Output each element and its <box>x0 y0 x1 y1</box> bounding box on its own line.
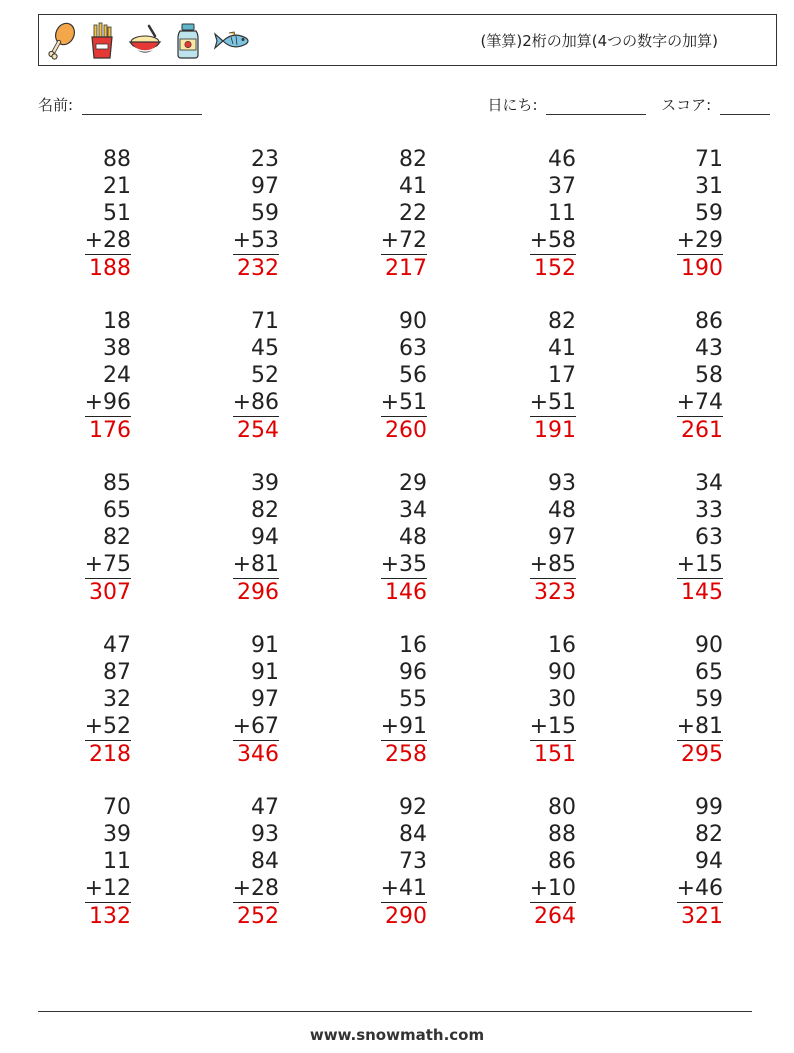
addend: 39 <box>251 471 279 496</box>
addend: 46 <box>548 147 576 172</box>
addend: 82 <box>548 309 576 334</box>
addend: 21 <box>103 174 131 199</box>
addend: 85 <box>103 471 131 496</box>
score-label: スコア: <box>661 96 712 114</box>
addend: 52 <box>251 363 279 388</box>
addend: 47 <box>251 795 279 820</box>
answer: 295 <box>681 742 723 767</box>
addend-with-plus: +28 <box>84 228 131 253</box>
addition-problem <box>367 470 427 606</box>
addend-with-plus: +12 <box>84 876 131 901</box>
footer-site: www.snowmath.com <box>309 1026 485 1044</box>
answer: 252 <box>237 904 279 929</box>
answer: 260 <box>385 418 427 443</box>
addend-with-plus: +51 <box>529 390 576 415</box>
answer: 188 <box>89 256 131 281</box>
addend: 58 <box>695 363 723 388</box>
addend-with-plus: +74 <box>676 390 723 415</box>
addend-with-plus: +58 <box>529 228 576 253</box>
addend: 92 <box>399 795 427 820</box>
fish-icon <box>213 22 253 60</box>
addend: 24 <box>103 363 131 388</box>
addend: 41 <box>548 336 576 361</box>
addend-with-plus: +96 <box>84 390 131 415</box>
addend-with-plus: +10 <box>529 876 576 901</box>
addend-with-plus: +41 <box>380 876 427 901</box>
header-icons <box>47 21 253 61</box>
addend-with-plus: +15 <box>529 714 576 739</box>
answer: 190 <box>681 256 723 281</box>
addition-problem <box>367 146 427 282</box>
jam-jar-icon <box>173 22 203 60</box>
addition-problem <box>663 308 723 444</box>
addend: 45 <box>251 336 279 361</box>
addend: 22 <box>399 201 427 226</box>
answer: 323 <box>534 580 576 605</box>
addend: 97 <box>548 525 576 550</box>
addend-with-plus: +81 <box>676 714 723 739</box>
addend: 41 <box>399 174 427 199</box>
addend: 73 <box>399 849 427 874</box>
addend: 59 <box>251 201 279 226</box>
addition-problem <box>663 632 723 768</box>
addend: 88 <box>548 822 576 847</box>
answer: 176 <box>89 418 131 443</box>
addend: 55 <box>399 687 427 712</box>
name-label: 名前: <box>38 96 74 114</box>
addend: 88 <box>103 147 131 172</box>
addend: 34 <box>399 498 427 523</box>
answer: 261 <box>681 418 723 443</box>
addend: 90 <box>399 309 427 334</box>
addend: 51 <box>103 201 131 226</box>
addend: 37 <box>548 174 576 199</box>
answer: 254 <box>237 418 279 443</box>
addend: 97 <box>251 174 279 199</box>
addend: 82 <box>251 498 279 523</box>
addend: 65 <box>103 498 131 523</box>
addition-problem <box>71 632 131 768</box>
addition-problem <box>663 794 723 930</box>
addend: 96 <box>399 660 427 685</box>
addition-problem <box>71 794 131 930</box>
addend: 84 <box>399 822 427 847</box>
answer: 321 <box>681 904 723 929</box>
date-label: 日にち: <box>487 96 538 114</box>
addend-with-plus: +53 <box>232 228 279 253</box>
addend-with-plus: +67 <box>232 714 279 739</box>
addend-with-plus: +15 <box>676 552 723 577</box>
addend: 90 <box>548 660 576 685</box>
addition-problem <box>219 632 279 768</box>
addition-problem <box>663 146 723 282</box>
addend: 29 <box>399 471 427 496</box>
addend-with-plus: +85 <box>529 552 576 577</box>
footer-divider <box>38 1011 752 1012</box>
addend-with-plus: +75 <box>84 552 131 577</box>
addend: 43 <box>695 336 723 361</box>
addition-problem <box>516 632 576 768</box>
addend: 48 <box>399 525 427 550</box>
addend: 65 <box>695 660 723 685</box>
addend: 86 <box>695 309 723 334</box>
addend: 23 <box>251 147 279 172</box>
answer: 146 <box>385 580 427 605</box>
answer: 258 <box>385 742 427 767</box>
addition-problem <box>219 146 279 282</box>
addend: 63 <box>399 336 427 361</box>
answer: 264 <box>534 904 576 929</box>
addend: 33 <box>695 498 723 523</box>
addend: 71 <box>695 147 723 172</box>
addend: 87 <box>103 660 131 685</box>
answer: 152 <box>534 256 576 281</box>
answer: 290 <box>385 904 427 929</box>
addition-problem <box>367 632 427 768</box>
answer: 217 <box>385 256 427 281</box>
addend-with-plus: +52 <box>84 714 131 739</box>
addend: 91 <box>251 660 279 685</box>
worksheet-header <box>38 14 777 66</box>
addend: 63 <box>695 525 723 550</box>
addition-problem <box>367 794 427 930</box>
addition-problem <box>516 146 576 282</box>
addition-problem <box>219 308 279 444</box>
addend: 31 <box>695 174 723 199</box>
addend-with-plus: +29 <box>676 228 723 253</box>
addition-problem <box>516 470 576 606</box>
addend: 47 <box>103 633 131 658</box>
addend: 39 <box>103 822 131 847</box>
addend: 11 <box>103 849 131 874</box>
answer: 346 <box>237 742 279 767</box>
addend: 82 <box>103 525 131 550</box>
date-blank <box>546 99 646 115</box>
addend: 30 <box>548 687 576 712</box>
answer: 191 <box>534 418 576 443</box>
addend: 93 <box>548 471 576 496</box>
addition-problem <box>367 308 427 444</box>
answer: 296 <box>237 580 279 605</box>
addend: 48 <box>548 498 576 523</box>
name-field <box>38 94 202 115</box>
addend: 93 <box>251 822 279 847</box>
date-score-fields <box>488 94 770 115</box>
addend: 82 <box>399 147 427 172</box>
addend: 94 <box>695 849 723 874</box>
addition-problem <box>219 470 279 606</box>
addend: 59 <box>695 201 723 226</box>
addend: 17 <box>548 363 576 388</box>
addend: 16 <box>399 633 427 658</box>
addend: 18 <box>103 309 131 334</box>
addition-problem <box>516 308 576 444</box>
answer: 151 <box>534 742 576 767</box>
addend: 84 <box>251 849 279 874</box>
addition-problem <box>71 470 131 606</box>
addend: 16 <box>548 633 576 658</box>
addend-with-plus: +81 <box>232 552 279 577</box>
worksheet-title: (筆算)2桁の加算(4つの数字の加算) <box>480 32 718 50</box>
addend-with-plus: +91 <box>380 714 427 739</box>
french-fries-icon <box>87 22 117 60</box>
addend: 34 <box>695 471 723 496</box>
addition-problem <box>516 794 576 930</box>
addition-problem <box>219 794 279 930</box>
addend: 91 <box>251 633 279 658</box>
addend: 94 <box>251 525 279 550</box>
score-blank <box>720 99 770 115</box>
answer: 132 <box>89 904 131 929</box>
addend-with-plus: +35 <box>380 552 427 577</box>
addend: 70 <box>103 795 131 820</box>
addition-problem <box>71 146 131 282</box>
addition-problem <box>71 308 131 444</box>
name-blank <box>82 99 202 115</box>
addend-with-plus: +51 <box>380 390 427 415</box>
answer: 145 <box>681 580 723 605</box>
addend-with-plus: +86 <box>232 390 279 415</box>
addend: 56 <box>399 363 427 388</box>
addend-with-plus: +28 <box>232 876 279 901</box>
addend: 86 <box>548 849 576 874</box>
rice-bowl-icon <box>127 22 163 60</box>
addend-with-plus: +46 <box>676 876 723 901</box>
addition-problem <box>663 470 723 606</box>
addend: 97 <box>251 687 279 712</box>
addend: 59 <box>695 687 723 712</box>
addend: 90 <box>695 633 723 658</box>
addend: 38 <box>103 336 131 361</box>
addend-with-plus: +72 <box>380 228 427 253</box>
addend: 99 <box>695 795 723 820</box>
chicken-leg-icon <box>47 22 77 60</box>
answer: 218 <box>89 742 131 767</box>
addend: 82 <box>695 822 723 847</box>
addend: 11 <box>548 201 576 226</box>
addend: 80 <box>548 795 576 820</box>
answer: 232 <box>237 256 279 281</box>
addend: 32 <box>103 687 131 712</box>
addend: 71 <box>251 309 279 334</box>
answer: 307 <box>89 580 131 605</box>
